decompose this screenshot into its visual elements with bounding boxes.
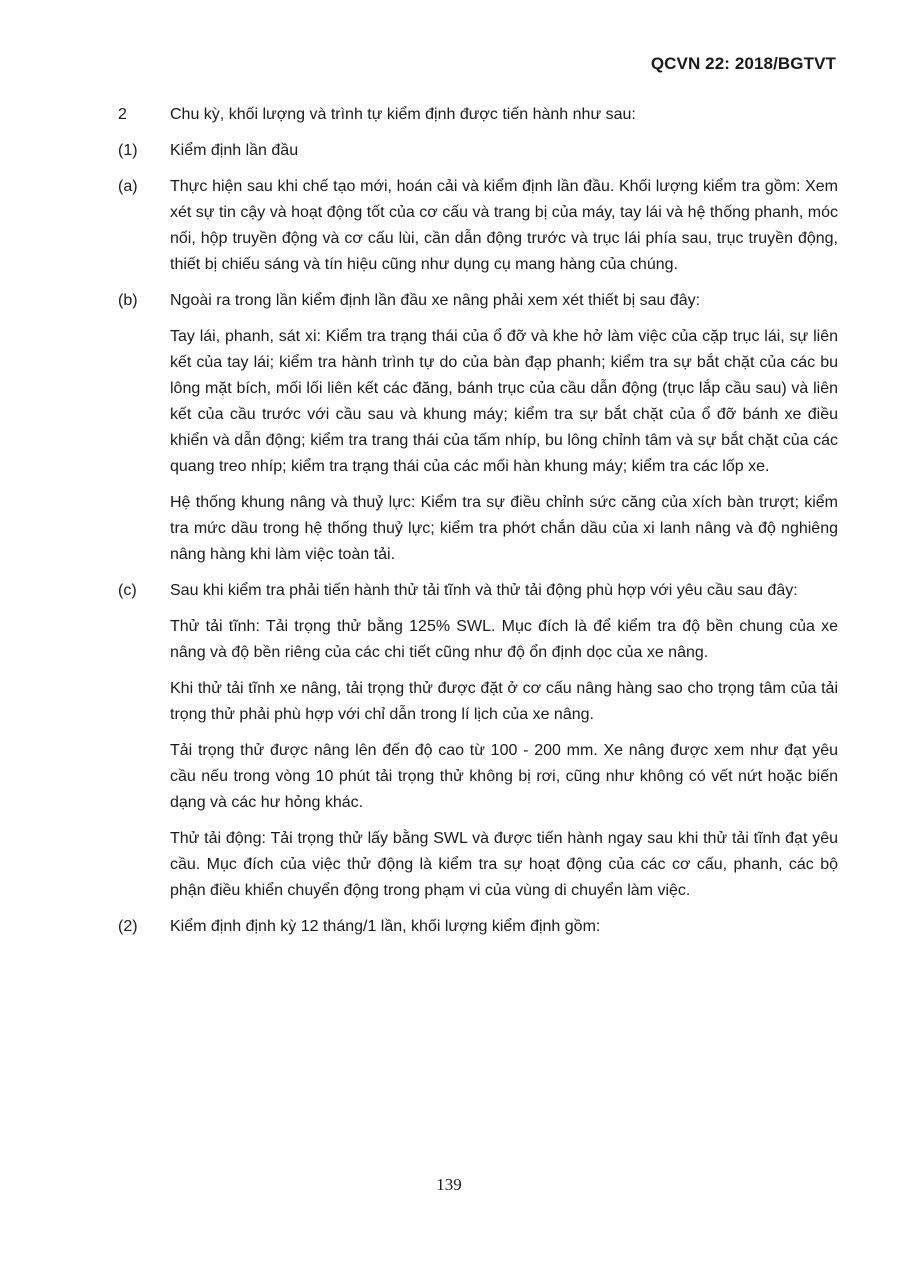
- item-marker: (2): [118, 918, 138, 935]
- paragraph-static-test: Thử tải tĩnh: Tải trọng thử bằng 125% SWL. Mục đích là để kiểm tra độ bền chung của xe nâng và độ bền riêng của các chi tiết cũng như độ ổn định dọc của xe nâng.: [170, 618, 838, 661]
- list-item: [118, 138, 838, 164]
- document-body: [118, 102, 838, 950]
- item-text: Kiểm định lần đầu: [170, 142, 299, 159]
- item-text: Chu kỳ, khối lượng và trình tự kiểm định được tiến hành như sau:: [170, 106, 636, 123]
- paragraph-static-test-placement: Khi thử tải tĩnh xe nâng, tải trọng thử được đặt ở cơ cấu nâng hàng sao cho trọng tâm của tải trọng thử phải phù hợp với chỉ dẫn trong lí lịch của xe nâng.: [170, 680, 838, 723]
- paragraph-mast-hydraulics: Hệ thống khung nâng và thuỷ lực: Kiểm tra sự điều chỉnh sức căng của xích bàn trượt; kiểm tra mức dầu trong hệ thống thuỷ lực; kiểm tra phớt chắn dầu của xi lanh nâng và độ nghiêng nâng hàng khi làm việc toàn tải.: [170, 494, 838, 563]
- item-text: Kiểm định định kỳ 12 tháng/1 lần, khối lượng kiểm định gồm:: [170, 918, 601, 935]
- list-item: [118, 578, 838, 604]
- list-item: [118, 174, 838, 278]
- item-marker: 2: [118, 106, 127, 123]
- item-marker: (b): [118, 292, 138, 309]
- item-text: Sau khi kiểm tra phải tiến hành thử tải tĩnh và thử tải động phù hợp với yêu cầu sau đây:: [170, 582, 798, 599]
- paragraph-steering-brake-chassis: Tay lái, phanh, sát xi: Kiểm tra trạng thái của ổ đỡ và khe hở làm việc của cặp trục lái, sự liên kết của tay lái; kiểm tra hành trình tự do của bàn đạp phanh; kiểm tra sự bắt chặt của các bu lông mặt bích, mối lối liên kết các đăng, bánh trục của cầu dẫn động (trục lắp cầu sau) và liên kết của cầu trước với cầu sau và khung máy; kiểm tra sự bắt chặt của ổ đỡ bánh xe điều khiển và dẫn động; kiểm tra trang thái của tấm nhíp, bu lông chỉnh tâm và sự bắt chặt của các quang treo nhíp; kiểm tra trạng thái của các mối hàn khung máy; kiểm tra các lốp xe.: [170, 328, 838, 475]
- list-item: [118, 914, 838, 940]
- document-code-header: QCVN 22: 2018/BGTVT: [650, 54, 836, 73]
- list-item: [118, 102, 838, 128]
- paragraph-dynamic-test: Thử tải động: Tải trọng thử lấy bằng SWL và được tiến hành ngay sau khi thử tải tĩnh đạt yêu cầu. Mục đích của việc thử động là kiểm tra sự hoạt động của các cơ cấu, phanh, các bộ phận điều khiển chuyển động trong phạm vi của vùng di chuyển làm việc.: [170, 830, 838, 899]
- item-text: Ngoài ra trong lần kiểm định lần đầu xe nâng phải xem xét thiết bị sau đây:: [170, 292, 701, 309]
- item-text: Thực hiện sau khi chế tạo mới, hoán cải và kiểm định lần đầu. Khối lượng kiểm tra gồm: Xem xét sự tin cậy và hoạt động tốt của cơ cấu và trang bị của máy, tay lái và hệ thống phanh, móc nối, hộp truyền động và cơ cấu lùi, cần dẫn động trước và trục lái phía sau, trục truyền động, thiết bị chiếu sáng và tín hiệu cũng như dụng cụ mang hàng của chúng.: [170, 178, 838, 273]
- item-marker: (c): [118, 582, 137, 599]
- list-item: [118, 288, 838, 314]
- item-marker: (1): [118, 142, 138, 159]
- paragraph-static-test-height: Tải trọng thử được nâng lên đến độ cao từ 100 - 200 mm. Xe nâng được xem như đạt yêu cầu nếu trong vòng 10 phút tải trọng thử không bị rơi, cũng như không có vết nứt hoặc biến dạng và các hư hỏng khác.: [170, 742, 838, 811]
- page-number: 139: [436, 1175, 462, 1194]
- item-marker: (a): [118, 178, 138, 195]
